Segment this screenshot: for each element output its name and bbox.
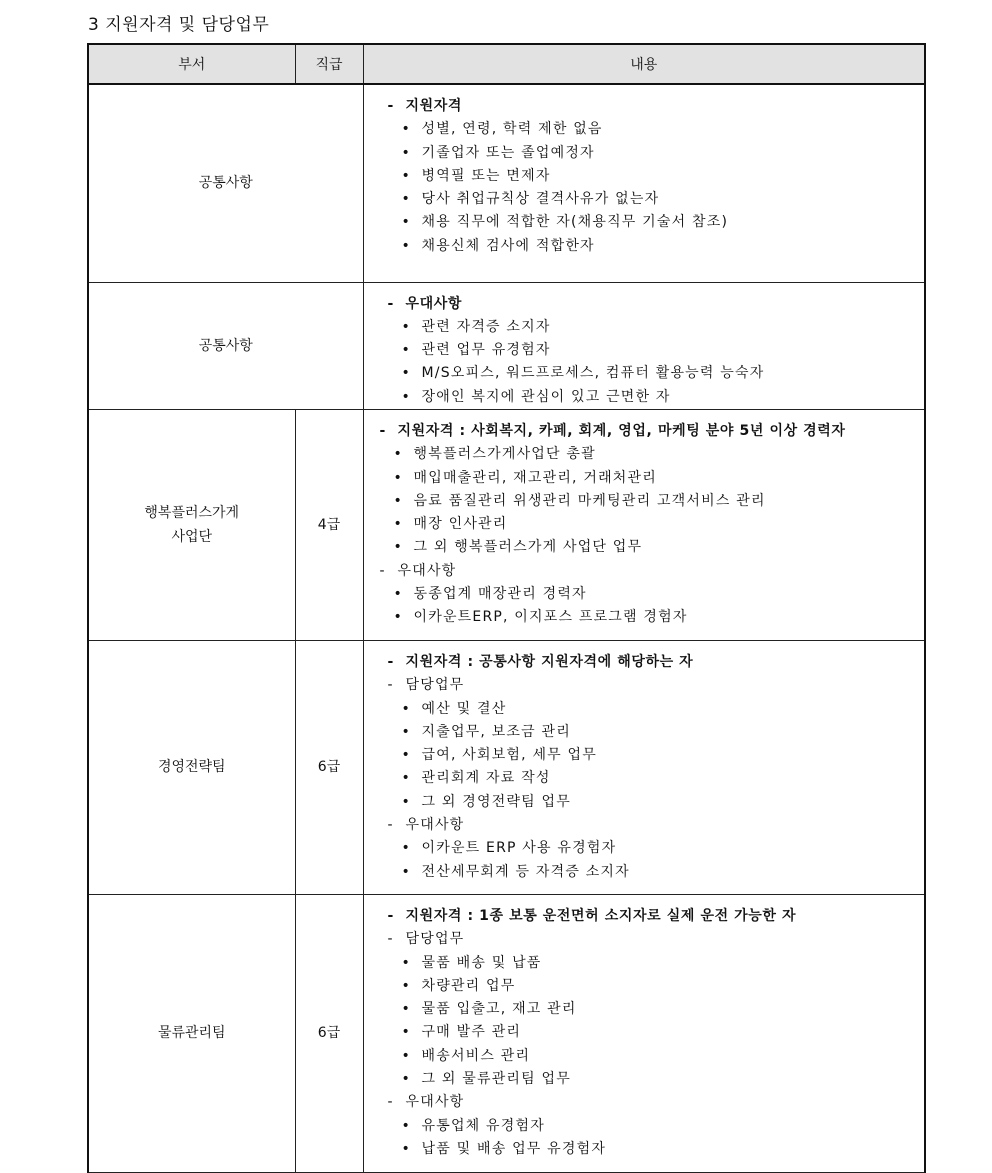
content-item [388, 975, 925, 998]
table-header-row [88, 44, 925, 84]
line-text: 관련 업무 유경험자 [421, 342, 551, 359]
dash-marker: - [387, 98, 394, 114]
content-item [380, 513, 925, 536]
bullet-marker: • [401, 1140, 411, 1157]
bullet-marker: • [401, 167, 411, 184]
content-item [380, 536, 925, 559]
line-text: 유통업체 유경험자 [421, 1117, 545, 1134]
content-item [388, 698, 925, 721]
content-item [388, 362, 925, 385]
line-text: 병역필 또는 면제자 [421, 167, 551, 184]
bullet-marker: • [401, 1117, 411, 1134]
line-text: 음료 품질관리 위생관리 마케팅관리 고객서비스 관리 [413, 492, 766, 509]
content-cell [363, 282, 925, 409]
content-item [388, 721, 925, 744]
line-text: 그 외 물류관리팀 업무 [421, 1071, 571, 1088]
bullet-marker: • [401, 1001, 411, 1018]
content-item [388, 767, 925, 790]
line-text: 구매 발주 관리 [421, 1024, 522, 1041]
dash-marker: - [387, 1094, 394, 1111]
line-text: 그 외 경영전략팀 업무 [421, 793, 571, 810]
bullet-marker: • [401, 318, 411, 335]
line-text: M/S오피스, 워드프로세스, 컴퓨터 활용능력 능숙자 [421, 365, 765, 382]
line-text: 우대사항 [405, 295, 462, 312]
content-item [388, 316, 925, 339]
content-cell [363, 409, 925, 640]
bullet-marker: • [393, 492, 403, 509]
line-text: 급여, 사회보험, 세무 업무 [421, 747, 597, 764]
content-heading [388, 928, 925, 951]
table-row [88, 894, 925, 1172]
bullet-marker: • [401, 237, 411, 254]
line-text: 기졸업자 또는 졸업예정자 [421, 144, 595, 161]
bullet-marker: • [401, 121, 411, 138]
content-heading [388, 905, 925, 928]
header-dept: 부서 [88, 44, 295, 84]
bullet-marker: • [401, 388, 411, 405]
content-item [388, 952, 925, 975]
section-title: 3 지원자격 및 담당업무 [88, 15, 270, 35]
content-heading [380, 420, 925, 443]
content-item [388, 837, 925, 860]
content-item [388, 1045, 925, 1068]
bullet-marker: • [401, 954, 411, 971]
line-text: 물품 입출고, 재고 관리 [421, 1001, 577, 1018]
content-heading [388, 1091, 925, 1114]
dept-cell [88, 282, 363, 409]
content-cell [363, 640, 925, 894]
bullet-marker: • [401, 770, 411, 787]
line-text: 관련 자격증 소지자 [421, 318, 551, 335]
grade-cell: 6급 [295, 640, 363, 894]
line-text: 물품 배송 및 납품 [421, 954, 542, 971]
line-text: 지원자격 : 사회복지, 카페, 회계, 영업, 마케팅 분야 5년 이상 경력자 [397, 422, 846, 439]
content-item [388, 235, 925, 258]
dept-cell [88, 640, 295, 894]
content-heading [388, 95, 925, 118]
dash-marker: - [379, 562, 386, 579]
content-heading [388, 814, 925, 837]
dash-marker: - [387, 817, 394, 834]
bullet-marker: • [401, 793, 411, 810]
line-text: 우대사항 [397, 562, 457, 579]
content-heading [388, 674, 925, 697]
dash-marker: - [387, 677, 394, 694]
grade-cell: 4급 [295, 409, 363, 640]
header-content: 내용 [363, 44, 925, 84]
content-cell [363, 894, 925, 1172]
content-item [380, 443, 925, 466]
dept-name: 경영전략팀 [157, 759, 226, 776]
bullet-marker: • [393, 446, 403, 463]
header-grade: 직급 [295, 44, 363, 84]
line-text: 납품 및 배송 업무 유경험자 [421, 1140, 607, 1157]
content-heading [380, 560, 925, 583]
dept-cell [88, 409, 295, 640]
bullet-marker: • [401, 863, 411, 880]
dept-cell [88, 84, 363, 282]
line-text: 예산 및 결산 [421, 700, 507, 717]
dept-name: 공통사항 [198, 175, 253, 192]
line-text: 당사 취업규칙상 결격사유가 없는자 [421, 191, 660, 208]
table-row [88, 640, 925, 894]
grade-cell: 6급 [295, 894, 363, 1172]
dept-cell [88, 894, 295, 1172]
bullet-marker: • [401, 700, 411, 717]
bullet-marker: • [393, 469, 403, 486]
bullet-marker: • [401, 723, 411, 740]
table-row [88, 282, 925, 409]
dept-name: 행복플러스가게 [144, 504, 240, 521]
bullet-marker: • [401, 1024, 411, 1041]
bullet-marker: • [393, 516, 403, 533]
line-text: 채용 직무에 적합한 자(채용직무 기술서 참조) [421, 214, 729, 231]
bullet-marker: • [401, 747, 411, 764]
content-item [388, 1068, 925, 1091]
content-item [388, 339, 925, 362]
content-item [380, 583, 925, 606]
content-item [388, 188, 925, 211]
line-text: 우대사항 [405, 1094, 465, 1111]
content-item [388, 165, 925, 188]
content-item [388, 211, 925, 234]
line-text: 배송서비스 관리 [421, 1047, 531, 1064]
line-text: 지원자격 [405, 98, 462, 114]
line-text: 우대사항 [405, 817, 465, 834]
dept-name: 사업단 [171, 528, 213, 545]
line-text: 동종업계 매장관리 경력자 [413, 586, 587, 603]
content-item [388, 1138, 925, 1161]
content-item [380, 606, 925, 629]
table-body [88, 84, 925, 1172]
line-text: 담당업무 [405, 931, 465, 948]
line-text: 이카운트 ERP 사용 유경험자 [421, 840, 617, 857]
line-text: 담당업무 [405, 677, 465, 694]
bullet-marker: • [401, 1071, 411, 1088]
content-item [388, 861, 925, 884]
qualification-table [87, 43, 926, 1173]
content-item [388, 386, 925, 409]
content-cell [363, 84, 925, 282]
bullet-marker: • [393, 609, 403, 626]
content-item [388, 1021, 925, 1044]
line-text: 관리회계 자료 작성 [421, 770, 551, 787]
line-text: 행복플러스가게사업단 총괄 [413, 446, 596, 463]
table-row [88, 409, 925, 640]
content-item [380, 467, 925, 490]
bullet-marker: • [401, 977, 411, 994]
table-row [88, 84, 925, 282]
line-text: 매입매출관리, 재고관리, 거래처관리 [413, 469, 657, 486]
line-text: 매장 인사관리 [413, 516, 508, 533]
line-text: 차량관리 업무 [421, 977, 516, 994]
dash-marker: - [379, 422, 386, 439]
bullet-marker: • [393, 586, 403, 603]
content-item [388, 142, 925, 165]
bullet-marker: • [401, 1047, 411, 1064]
bullet-marker: • [401, 144, 411, 161]
dash-marker: - [387, 653, 394, 670]
content-heading [388, 293, 925, 316]
content-item [388, 118, 925, 141]
dash-marker: - [387, 907, 394, 924]
line-text: 성별, 연령, 학력 제한 없음 [421, 121, 603, 138]
line-text: 채용신체 검사에 적합한자 [421, 237, 595, 254]
dept-name: 공통사항 [198, 337, 253, 354]
line-text: 지원자격 : 공통사항 지원자격에 해당하는 자 [405, 653, 694, 670]
content-item [388, 744, 925, 767]
content-item [380, 490, 925, 513]
line-text: 전산세무회계 등 자격증 소지자 [421, 863, 630, 880]
line-text: 지출업무, 보조금 관리 [421, 723, 571, 740]
content-item [388, 1115, 925, 1138]
bullet-marker: • [401, 214, 411, 231]
dash-marker: - [387, 295, 394, 312]
line-text: 이카운트ERP, 이지포스 프로그램 경험자 [413, 609, 688, 626]
line-text: 그 외 행복플러스가게 사업단 업무 [413, 539, 643, 556]
bullet-marker: • [401, 840, 411, 857]
line-text: 장애인 복지에 관심이 있고 근면한 자 [421, 388, 671, 405]
content-item [388, 998, 925, 1021]
dash-marker: - [387, 931, 394, 948]
content-item [388, 791, 925, 814]
content-heading [388, 651, 925, 674]
line-text: 지원자격 : 1종 보통 운전면허 소지자로 실제 운전 가능한 자 [405, 907, 797, 924]
bullet-marker: • [401, 191, 411, 208]
bullet-marker: • [401, 365, 411, 382]
bullet-marker: • [401, 342, 411, 359]
bullet-marker: • [393, 539, 403, 556]
dept-name: 물류관리팀 [157, 1025, 226, 1042]
